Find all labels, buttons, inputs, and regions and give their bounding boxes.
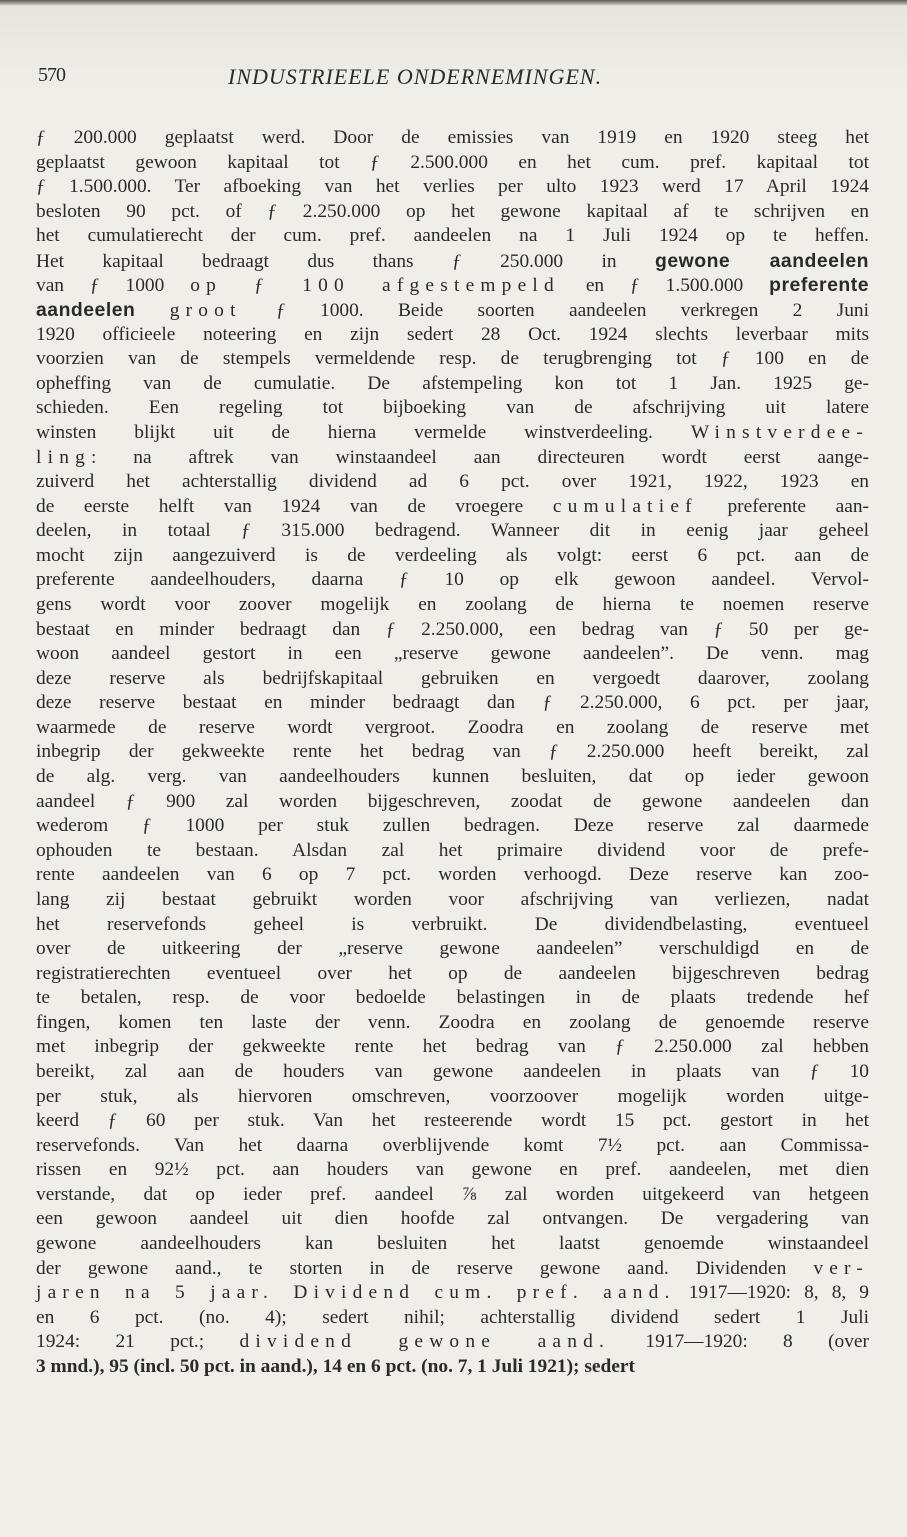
- text-line: [36, 175, 869, 200]
- text-segment: Winstverdee-: [690, 421, 869, 443]
- text-segment: winsten blijkt uit de hierna vermelde winstverdeeling.: [36, 421, 691, 443]
- text-line: [36, 470, 869, 495]
- text-segment: groot: [169, 300, 242, 322]
- text-segment: bereikt, zal aan de houders van gewone aandeelen in plaats van ƒ 10: [36, 1060, 869, 1082]
- text-segment: fingen, komen ten laste der venn. Zoodra en zoolang de genoemde reserve: [36, 1011, 869, 1033]
- body-text: [36, 126, 869, 1379]
- text-line: [36, 593, 869, 618]
- text-segment: te betalen, resp. de voor bedoelde belastingen in de plaats tredende hef: [36, 987, 869, 1009]
- text-line: [36, 544, 869, 569]
- text-segment: per stuk, als hiervoren omschreven, voorzoover mogelijk worden uitge-: [36, 1085, 869, 1107]
- text-segment: ƒ 1.500.000. Ter afboeking van het verlies per ulto 1923 werd 17 April 1924: [36, 176, 869, 198]
- text-segment: verstande, dat op ieder pref. aandeel ⅞ zal worden uitgekeerd van hetgeen: [36, 1183, 869, 1205]
- text-segment: schieden. Een regeling tot bijboeking van de afschrijving uit latere: [36, 397, 869, 419]
- text-line: [36, 151, 869, 176]
- text-line: [36, 568, 869, 593]
- text-line: [36, 396, 869, 421]
- text-line: [36, 691, 869, 716]
- text-line: [36, 1134, 869, 1159]
- text-line: [36, 863, 869, 888]
- text-segment: ƒ 1000. Beide soorten aandeelen verkregen 2 Juni: [241, 300, 869, 322]
- text-line: [36, 446, 869, 471]
- text-line: [36, 1257, 869, 1282]
- text-line: [36, 642, 869, 667]
- text-segment: met inbegrip der gekweekte rente het bedrag van ƒ 2.250.000 zal hebben: [36, 1036, 869, 1058]
- text-line: [36, 667, 869, 692]
- text-segment: en ƒ 1.500.000: [559, 275, 770, 297]
- text-line: [36, 249, 869, 274]
- text-segment: zuiverd het achterstallig dividend ad 6 pct. over 1921, 1922, 1923 en: [36, 471, 869, 493]
- text-segment: rissen en 92½ pct. aan houders van gewone en pref. aandeelen, met dien: [36, 1159, 869, 1181]
- text-line: [36, 765, 869, 790]
- text-line: [36, 839, 869, 864]
- text-line: [36, 1330, 869, 1355]
- page-top-edge: [0, 0, 907, 6]
- text-segment: keerd ƒ 60 per stuk. Van het resteerende wordt 15 pct. gestort in het: [36, 1110, 869, 1132]
- text-segment: aandeelen: [36, 299, 136, 322]
- text-segment: 1920 officieele noteering en zijn sedert 28 Oct. 1924 slechts leverbaar mits: [36, 323, 869, 345]
- text-segment: van ƒ 1000: [36, 275, 191, 297]
- text-line: [36, 126, 869, 151]
- text-line: [36, 1355, 869, 1380]
- text-line: [36, 519, 869, 544]
- text-segment: Het kapitaal bedraagt dus thans ƒ 250.000 in: [36, 250, 656, 272]
- text-line: [36, 200, 869, 225]
- text-line: [36, 986, 869, 1011]
- text-line: [36, 740, 869, 765]
- text-segment: preferente: [769, 274, 869, 297]
- text-segment: 1917—1920: 8, 8, 9: [675, 1282, 869, 1304]
- text-segment: preferente aandeelhouders, daarna ƒ 10 op elk gewoon aandeel. Vervol-: [36, 569, 869, 591]
- text-segment: 1924: 21 pct.;: [36, 1331, 240, 1353]
- text-segment: gewone aandeelen: [655, 249, 869, 272]
- text-segment: gewone aandeelhouders kan besluiten het laatst genoemde winstaandeel: [36, 1233, 869, 1255]
- text-segment: jaren na 5 jaar. Dividend cum. pref. aand.: [36, 1282, 676, 1304]
- text-line: [36, 298, 869, 323]
- text-segment: het reservefonds geheel is verbruikt. De dividendbelasting, eventueel: [36, 913, 869, 935]
- text-segment: deze reserve bestaat en minder bedraagt dan ƒ 2.250.000, 6 pct. per jaar,: [36, 692, 869, 714]
- text-line: [36, 962, 869, 987]
- text-line: [36, 224, 869, 249]
- text-segment: ling: [36, 446, 91, 468]
- text-line: [36, 1207, 869, 1232]
- text-line: [36, 1109, 869, 1134]
- text-line: [36, 937, 869, 962]
- text-segment: en 6 pct. (no. 4); sedert nihil; achterstallig dividend sedert 1 Juli: [36, 1306, 869, 1328]
- text-line: [36, 347, 869, 372]
- text-segment: preferente aan-: [697, 495, 869, 517]
- text-segment: inbegrip der gekweekte rente het bedrag van ƒ 2.250.000 heeft bereikt, zal: [36, 741, 869, 763]
- text-line: [36, 790, 869, 815]
- text-segment: deze reserve als bedrijfskapitaal gebruiken en vergoedt daarover, zoolang: [36, 667, 869, 689]
- text-segment: mocht zijn aangezuiverd is de verdeeling als volgt: eerst 6 pct. aan de: [36, 544, 869, 566]
- text-segment: reservefonds. Van het daarna overblijvende komt 7½ pct. aan Commissa-: [36, 1134, 869, 1156]
- text-line: [36, 913, 869, 938]
- text-segment: aandeel ƒ 900 zal worden bijgeschreven, zoodat de gewone aandeelen dan: [36, 790, 869, 812]
- text-segment: gens wordt voor zoover mogelijk en zoolang de hierna te noemen reserve: [36, 593, 869, 615]
- text-segment: der gewone aand., te storten in de reserve gewone aand. Dividenden: [36, 1257, 814, 1279]
- text-line: [36, 273, 869, 298]
- text-line: [36, 888, 869, 913]
- text-segment: cumulatief: [552, 495, 698, 517]
- text-line: [36, 618, 869, 643]
- text-segment: geplaatst gewoon kapitaal tot ƒ 2.500.000 en het cum. pref. kapitaal tot: [36, 151, 869, 173]
- text-segment: over de uitkeering der „reserve gewone aandeelen” verschuldigd en de: [36, 938, 869, 960]
- text-line: [36, 421, 869, 446]
- text-segment: ophouden te bestaan. Alsdan zal het primaire dividend voor de prefe-: [36, 839, 869, 861]
- text-segment: op ƒ 100 afgestempeld: [190, 275, 560, 297]
- text-segment: lang zij bestaat gebruikt worden voor afschrijving van verliezen, nadat: [36, 888, 869, 910]
- text-segment: voorzien van de stempels vermeldende resp. de terugbrenging tot ƒ 100 en de: [36, 348, 869, 370]
- text-segment: rente aandeelen van 6 op 7 pct. worden verhoogd. Deze reserve kan zoo-: [36, 864, 869, 886]
- text-line: [36, 814, 869, 839]
- page-number: 570: [38, 64, 65, 86]
- text-segment: ver-: [813, 1257, 869, 1279]
- text-line: [36, 323, 869, 348]
- text-line: [36, 1035, 869, 1060]
- text-segment: wederom ƒ 1000 per stuk zullen bedragen. Deze reserve zal daarmede: [36, 815, 869, 837]
- text-line: [36, 716, 869, 741]
- text-segment: bestaat en minder bedraagt dan ƒ 2.250.000, een bedrag van ƒ 50 per ge-: [36, 618, 869, 640]
- text-line: [36, 1158, 869, 1183]
- text-line: [36, 1232, 869, 1257]
- text-segment: [135, 300, 169, 321]
- text-segment: 1917—1920: 8 (over: [610, 1331, 869, 1353]
- text-segment: woon aandeel gestort in een „reserve gewone aandeelen”. De venn. mag: [36, 643, 869, 665]
- text-segment: 3 mnd.), 95 (incl. 50 pct. in aand.), 14 en 6 pct. (no. 7, 1 Juli 1921); sedert: [36, 1355, 635, 1377]
- text-line: [36, 1183, 869, 1208]
- text-segment: het cumulatierecht der cum. pref. aandeelen na 1 Juli 1924 op te heffen.: [36, 225, 869, 247]
- text-segment: een gewoon aandeel uit dien hoofde zal ontvangen. De vergadering van: [36, 1208, 869, 1230]
- text-segment: deelen, in totaal ƒ 315.000 bedragend. Wanneer dit in eenig jaar geheel: [36, 520, 869, 542]
- text-line: [36, 495, 869, 520]
- text-segment: de eerste helft van 1924 van de vroegere: [36, 495, 553, 517]
- text-line: [36, 1085, 869, 1110]
- text-line: [36, 372, 869, 397]
- running-title: INDUSTRIEELE ONDERNEMINGEN.: [228, 64, 603, 89]
- text-segment: : na aftrek van winstaandeel aan directeuren wordt eerst aange-: [91, 446, 869, 468]
- text-line: [36, 1060, 869, 1085]
- text-segment: waarmede de reserve wordt vergroot. Zoodra en zoolang de reserve met: [36, 716, 869, 738]
- text-line: [36, 1281, 869, 1306]
- text-line: [36, 1306, 869, 1331]
- text-line: [36, 1011, 869, 1036]
- text-segment: besloten 90 pct. of ƒ 2.250.000 op het gewone kapitaal af te schrijven en: [36, 200, 869, 222]
- text-segment: de alg. verg. van aandeelhouders kunnen besluiten, dat op ieder gewoon: [36, 766, 869, 788]
- text-segment: opheffing van de cumulatie. De afstempeling kon tot 1 Jan. 1925 ge-: [36, 372, 869, 394]
- text-segment: registratierechten eventueel over het op de aandeelen bijgeschreven bedrag: [36, 962, 869, 984]
- text-segment: ƒ 200.000 geplaatst werd. Door de emissies van 1919 en 1920 steeg het: [36, 127, 869, 148]
- text-segment: dividend gewone aand.: [239, 1331, 611, 1353]
- running-head: [38, 64, 878, 94]
